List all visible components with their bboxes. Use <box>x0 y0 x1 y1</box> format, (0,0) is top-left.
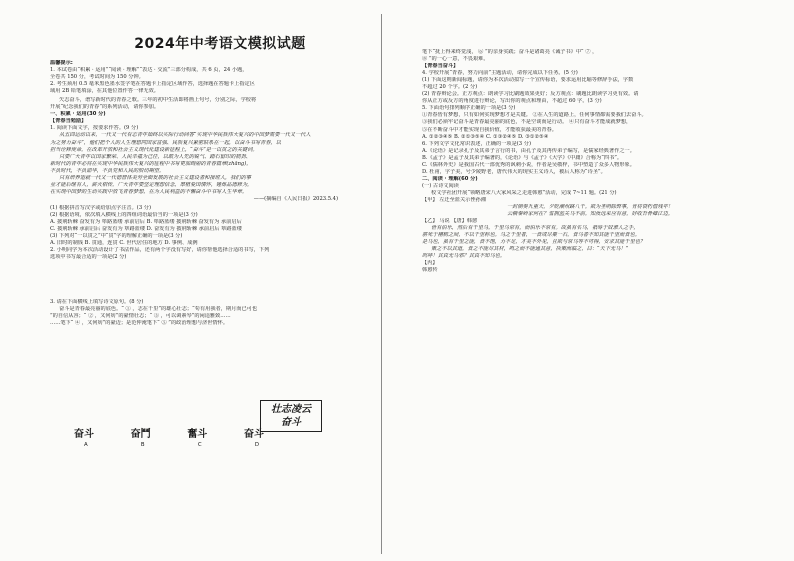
text-line: 不超过 20 个字。(2 分) <box>422 84 478 91</box>
text-line: A. 披荆斩棘 奋发有为 筚路蓝缕 承前启后 B. 筚路蓝缕 披荆斩棘 奋发有为 承前启后 <box>50 219 242 226</box>
text-line: 呜呼！其真无马邪？其真不知马也。 <box>422 253 506 260</box>
text-line: 温馨提示: <box>50 60 73 66</box>
text-line: ——(摘编自《人民日报》2023.5.4) <box>253 195 338 202</box>
text-line: A.《论语》是记录孔子及其弟子言行的书，由孔子及其再传弟子编写，是儒家经典著作之一。 <box>422 147 635 154</box>
left-column <box>50 60 368 328</box>
text-line: 二、阅读 · 理解(60 分) <box>422 175 478 182</box>
page-title: 2024年中考语文模拟试题 <box>134 36 306 52</box>
text-line: 骈死于槽枥之间，不以千里称也。马之千里者，一食或尽粟一石。食马者不知其能千里而食也。 <box>422 232 640 239</box>
text-line: 笔下“抚上得来终觉浅， ⑥ ”的亲身实践；奋斗是诸葛亮《诫子书》中“ ⑦ ， <box>422 49 598 55</box>
calligraphy-sample-box <box>260 400 322 432</box>
option-letter: A <box>84 442 88 448</box>
text-line: A. 旧时的制钱 B. 贯通，连贯 C. 世代居住的地方 D. 事例、成例 <box>50 240 198 247</box>
text-line: 【丙】 <box>422 260 438 267</box>
text-line: 3. 请在下面横线上填写诗文原句。(8 分) <box>50 299 144 306</box>
box-text-line: 壮志凌云 <box>271 404 311 415</box>
text-line: ”的自信从容；“ ② ，又何妨”的豪情壮志；“ ③ ，可以调素琴”的闲适雅致…… <box>50 313 231 320</box>
text-line: 开展“纪念我们的青春”的系列活动，请你参加。 <box>50 104 160 111</box>
text-line: 1. 本试卷由“积累 · 运用”“阅读 · 理解”“表达 · 交流”三部分构成，共 6 页，24 小题， <box>50 67 248 74</box>
text-line: (一) 古诗文阅读 <box>422 182 459 189</box>
text-line: 在实现中国梦的生动实践中放飞青春梦想，在为人民利益的不懈奋斗中书写人生华章。 <box>50 188 248 195</box>
column-divider <box>381 14 382 554</box>
text-line: 只要广大青年以国家繁荣、人民幸福为己任，以敢为人先的锐气、踏石留印的韧劲、 <box>59 153 251 160</box>
option-letter: C <box>197 442 202 448</box>
text-line: (3) 下列对“一以贯之”中“贯”字的理解正确的一项是(3 分) <box>50 233 183 240</box>
text-line: ⑤在不断奋斗中才能实现自我价值，才能收获最美的青春。 <box>422 126 557 133</box>
text-line: (2) 青春辩论会。正方观点：朗读学习比刷题效果更好；反方观点：刷题比朗读学习更有效。请 <box>422 91 639 98</box>
text-line: 选项中书写最合适的一项是(2 分) <box>50 254 127 261</box>
calligraphy-options <box>74 425 264 439</box>
text-line: 一、积累 · 运用(30 分) <box>50 111 106 118</box>
text-line: 为之努力奋斗”，他们把个人的人生理想同国家富强、民族复兴紧密联系在一起，以奋斗书写青春，以 <box>50 139 281 146</box>
text-line: 你从正方或反方的角度进行辩论，写出你的观点和理由，不超过 60 字。(3 分) <box>422 98 602 105</box>
text-line: 是马也，虽有千里之能，食不饱，力不足，才美不外见，且欲与常马等不可得，安求其能千里也？ <box>422 239 646 246</box>
text-line: 域用 2B 铅笔填涂，在其他位置作答一律无效。 <box>50 88 159 95</box>
text-line: (1) 下面这则新闻标题，请你为本次活动拟写一个宣传标语，要求运用比喻等修辞手法，字数 <box>422 77 634 84</box>
calligraphy-option: 奋鬥 <box>130 429 151 440</box>
calligraphy-spacer <box>50 261 368 299</box>
calligraphy-option: 奋斗 <box>74 429 94 440</box>
text-line: 新时代的青年必将在实现中华民族伟大复兴的征程中书写更加绚丽的青春篇章(zhāng)， <box>50 160 252 167</box>
text-line: 一封朝奏九重天，夕贬潮州路八千。欲为圣明除弊事，肯将衰朽惜残年！ <box>506 204 673 211</box>
text-line: 5. 下面语句排列顺序正确的一项是(3 分) <box>422 105 516 112</box>
text-line: 6. 下列文学文化常识表述，正确的一项是(3 分) <box>422 140 531 147</box>
text-line: C.《儒林外史》是我国古代一部优秀的讽刺小说，作者是吴敬梓，书中塑造了众多人物形象。 <box>422 161 635 168</box>
text-line: 全卷共 150 分，考试时间为 150 分钟。 <box>50 74 144 81</box>
text-line: 策之不以其道，食之不能尽其材，鸣之而不能通其意，执策而临之，曰：“天下无马！” <box>431 246 629 253</box>
text-line: 1. 阅读下面文字，按要求作答。(9 分) <box>50 125 139 132</box>
text-line: 2. 小明同学为本次活动设计了书法作品，还有两个字没有写好，请你帮他选择合适的书写，下列 <box>50 247 270 254</box>
text-line: D. 杜甫，字子美，号少陵野老，唐代伟大的现实主义诗人，被后人称为“诗圣”。 <box>422 168 606 175</box>
text-line: 云横秦岭家何在？雪拥蓝关马不前。知汝远来应有意，好收吾骨瘴江边。 <box>506 211 673 218</box>
calligraphy-option: 奮斗 <box>187 429 208 440</box>
text-line: A. ①②③④⑤ B. ②①③⑤④ C. ①③②④⑤ D. ③①②⑤④ <box>422 133 549 140</box>
calligraphy-option: 奋斗 <box>243 429 264 440</box>
text-line: C. 披荆斩棘 承前启后 奋发有为 筚路蓝缕 D. 奋发有为 披荆斩棘 承前启后 筚路蓝缕 <box>50 226 242 233</box>
text-line: 校文学社团开展“领略唐宋八大家风采之走进韩愈”活动，完成 7~11 题。(21 分) <box>431 189 617 196</box>
text-line: ⑧ ”的一心一意，不畏艰难。 <box>422 56 489 63</box>
text-line: 4. 学校开展“青春，努力向前”主题活动，请你完成以下任务。(5 分) <box>422 70 578 77</box>
text-line: 担当诠释使命。在改革开放和社会主义现代化建设新征程上，“奋斗”是一以贯之的关键词。 <box>50 146 258 153</box>
text-line: 业才能后继有人，薪火相传。广大青年要坚定理想信念，厚植爱国情怀，锤炼品德修为， <box>50 181 253 188</box>
text-line: 不负时代，不负韶华，不负党和人民的殷切期望。 <box>50 167 165 174</box>
right-column <box>422 49 758 275</box>
text-line: 矢志奋斗，谱写新时代的青春之歌。三年的初中生活即将画上句号，分别之际，学校将 <box>59 97 257 104</box>
text-line: ①青春皆有梦想，只有如何实现梦想才是关键。 ②在人生的道路上，任何事情都需要我们去奋斗。 <box>422 112 647 119</box>
text-line: 奋斗是青春最亮丽的底色。“ ① ，志在千里”的雄心壮志；“苟有用我者，期月而已可也 <box>59 306 258 313</box>
calligraphy-option-letters <box>84 442 259 448</box>
box-text-line: 奋斗 <box>281 417 301 428</box>
text-line: (2) 根据语境，依次填入横线上的四组词语最恰当的一项是(3 分) <box>50 211 198 218</box>
text-line: 【乙】 马说 【唐】韩愈 <box>422 218 478 225</box>
text-line: 从五四运动以来，一代又一代有志青年始终以实际行动回答“实现中华民族伟大复兴的中国梦需要一代又一代人 <box>59 132 311 139</box>
text-line: (1) 根据拼音写汉字或给加点字注音。(3 分) <box>50 204 151 211</box>
text-line: 韩愈传 <box>422 267 438 274</box>
text-line: 世有伯乐，然后有千里马。千里马常有，而伯乐不常有。故虽有名马，祇辱于奴隶人之手， <box>431 225 639 232</box>
text-line: 【青春当奋斗】 <box>422 63 459 70</box>
text-line: 只有培养造就一代又一代德智体美劳全面发展的社会主义建设者和接班人，我们的事 <box>59 174 251 181</box>
text-line: ……笔下“ ④ ，又何妨”的豪迈；是范仲淹笔下“ ⑤ ”的政治理想与济世情怀。 <box>50 320 229 327</box>
text-line: B.《孟子》是孟子及其弟子编著的，《论语》与《孟子》《大学》《中庸》合称为“四书”。 <box>422 154 623 161</box>
option-letter: B <box>140 442 145 448</box>
text-line: 【青春当勉励】 <box>50 118 87 125</box>
option-letter: D <box>254 442 259 448</box>
text-line: ③我们必须牢记奋斗是青春最亮丽的底色，不是空谈而是行动。 ④只有奋斗才能成就梦想， <box>422 119 632 126</box>
text-line: 2. 考生须用 0.5 毫米黑色墨水签字笔在答题卡上指定区域作答，选择题在答题卡上指定区 <box>50 81 255 88</box>
text-line: 【甲】 左迁至蓝关示侄孙湘 <box>422 196 486 203</box>
